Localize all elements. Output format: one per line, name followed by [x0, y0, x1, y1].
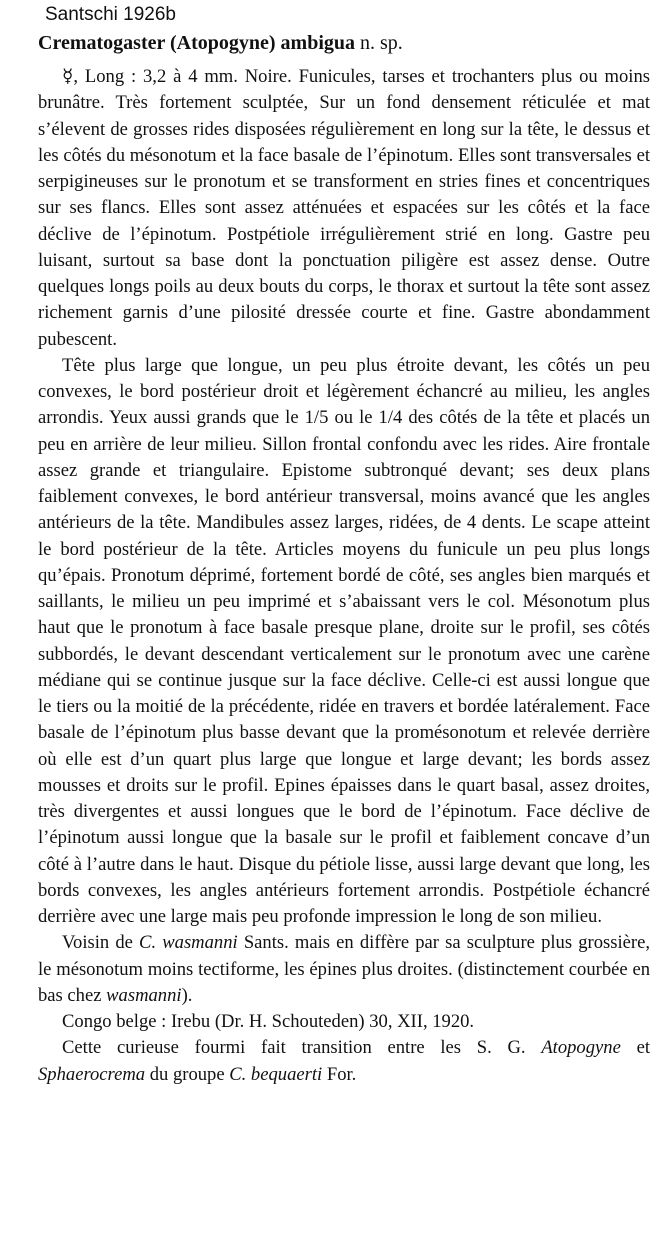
species-ref-italic: C. bequaerti	[229, 1063, 323, 1085]
species-ref-italic: C. wasmanni	[139, 932, 238, 954]
description-body	[38, 64, 650, 1088]
paragraph-remark: Cette curieuse fourmi fait transition entre les S. G. Atopogyne et Sphaerocrema du groupe C. bequaerti For.	[38, 1037, 650, 1085]
paragraph-morphology: Tête plus large que longue, un peu plus étroite devant, les côtés un peu convexes, le bord postérieur droit et légèrement échancré au milieu, les angles arrondis. Yeux aussi grands que le 1/5 ou le 1/4 des côtés de la tête et placés un peu en arrière de leur milieu. Sillon frontal confondu avec les rides. Aire frontale assez grande et triangulaire. Epistome subtronqué devant; ses deux plans faiblement convexes, le bord antérieur transversal, moins avancé que les angles antérieurs de la tête. Mandibules assez larges, ridées, de 4 dents. Le scape atteint le bord postérieur de la tête. Articles moyens du funicule un peu plus longs qu’épais. Pronotum déprimé, fortement bordé de côté, ses angles bien marqués et saillants, le milieu un peu imprimé et s’abaissant vers le col. Mésonotum plus haut que le pronotum à face basale presque plane, droite sur le profil, ses côtés subbordés, le devant descendant verticalement sur le pronotum avec une carène médiane qui se continue jusque sur la face déclive. Celle-ci est aussi longue que le tiers ou la moitié de la précédente, ridée en travers et bordée latéralement. Face basale de l’épinotum plus basse devant que la promésonotum et relevée derrière où elle est d’un quart plus large que longue et large devant; les bords assez mousses et droits sur le profil. Epines épaisses dans le quart basal, assez droites, très divergentes et aussi longues que le bord de l’épinotum. Face déclive de l’épinotum aussi longue que la basale sur le profil et faiblement concave d’un côté à l’autre dans le haut. Disque du pétiole lisse, aussi large devant que long, les bords convexes, les angles antérieurs fortement arrondis. Postpétiole échancré derrière avec une large mais peu profonde impression le long de son milieu.	[38, 354, 650, 927]
species-name: Crematogaster (Atopogyne) ambigua	[38, 32, 356, 54]
genus-ref-italic: Atopogyne	[541, 1037, 621, 1059]
citation-label: Santschi 1926b	[45, 4, 176, 25]
species-ref-italic: wasmanni	[106, 984, 182, 1006]
species-title	[38, 32, 403, 55]
paragraph-locality: Congo belge : Irebu (Dr. H. Schouteden) 30, XII, 1920.	[62, 1011, 475, 1032]
paragraph-comparison: Voisin de C. wasmanni Sants. mais en diffère par sa sculpture plus grossière, le mésonotum moins tectiforme, les épines plus droites. (distinctement courbée en bas chez wasmanni).	[38, 932, 650, 1006]
genus-ref-italic: Sphaerocrema	[38, 1063, 146, 1085]
species-status: n. sp.	[355, 32, 403, 54]
paragraph-worker-description: ☿, Long : 3,2 à 4 mm. Noire. Funicules, tarses et trochanters plus ou moins brunâtre. Très fortement sculptée, Sur un fond densement réticulée et mat s’élevent de grosses rides disposées régulièrement en long sur la tête, le dessus et les côtés du mésonotum et la face basale de l’épinotum. Elles sont transversales et serpigineuses sur le pronotum et se transforment en stries fines et concentriques sur ses flancs. Elles sont assez atténuées et espacées sur les côtés et la face déclive de l’épinotum. Postpétiole irrégulièrement strié en long. Gastre peu luisant, surtout sa base dont la ponctuation piligère est assez dense. Outre quelques longs poils au deux bouts du corps, le thorax et surtout la tête sont assez richement garnis d’une pilosité dressée courte et fine. Gastre abondamment pubescent.	[38, 66, 650, 350]
